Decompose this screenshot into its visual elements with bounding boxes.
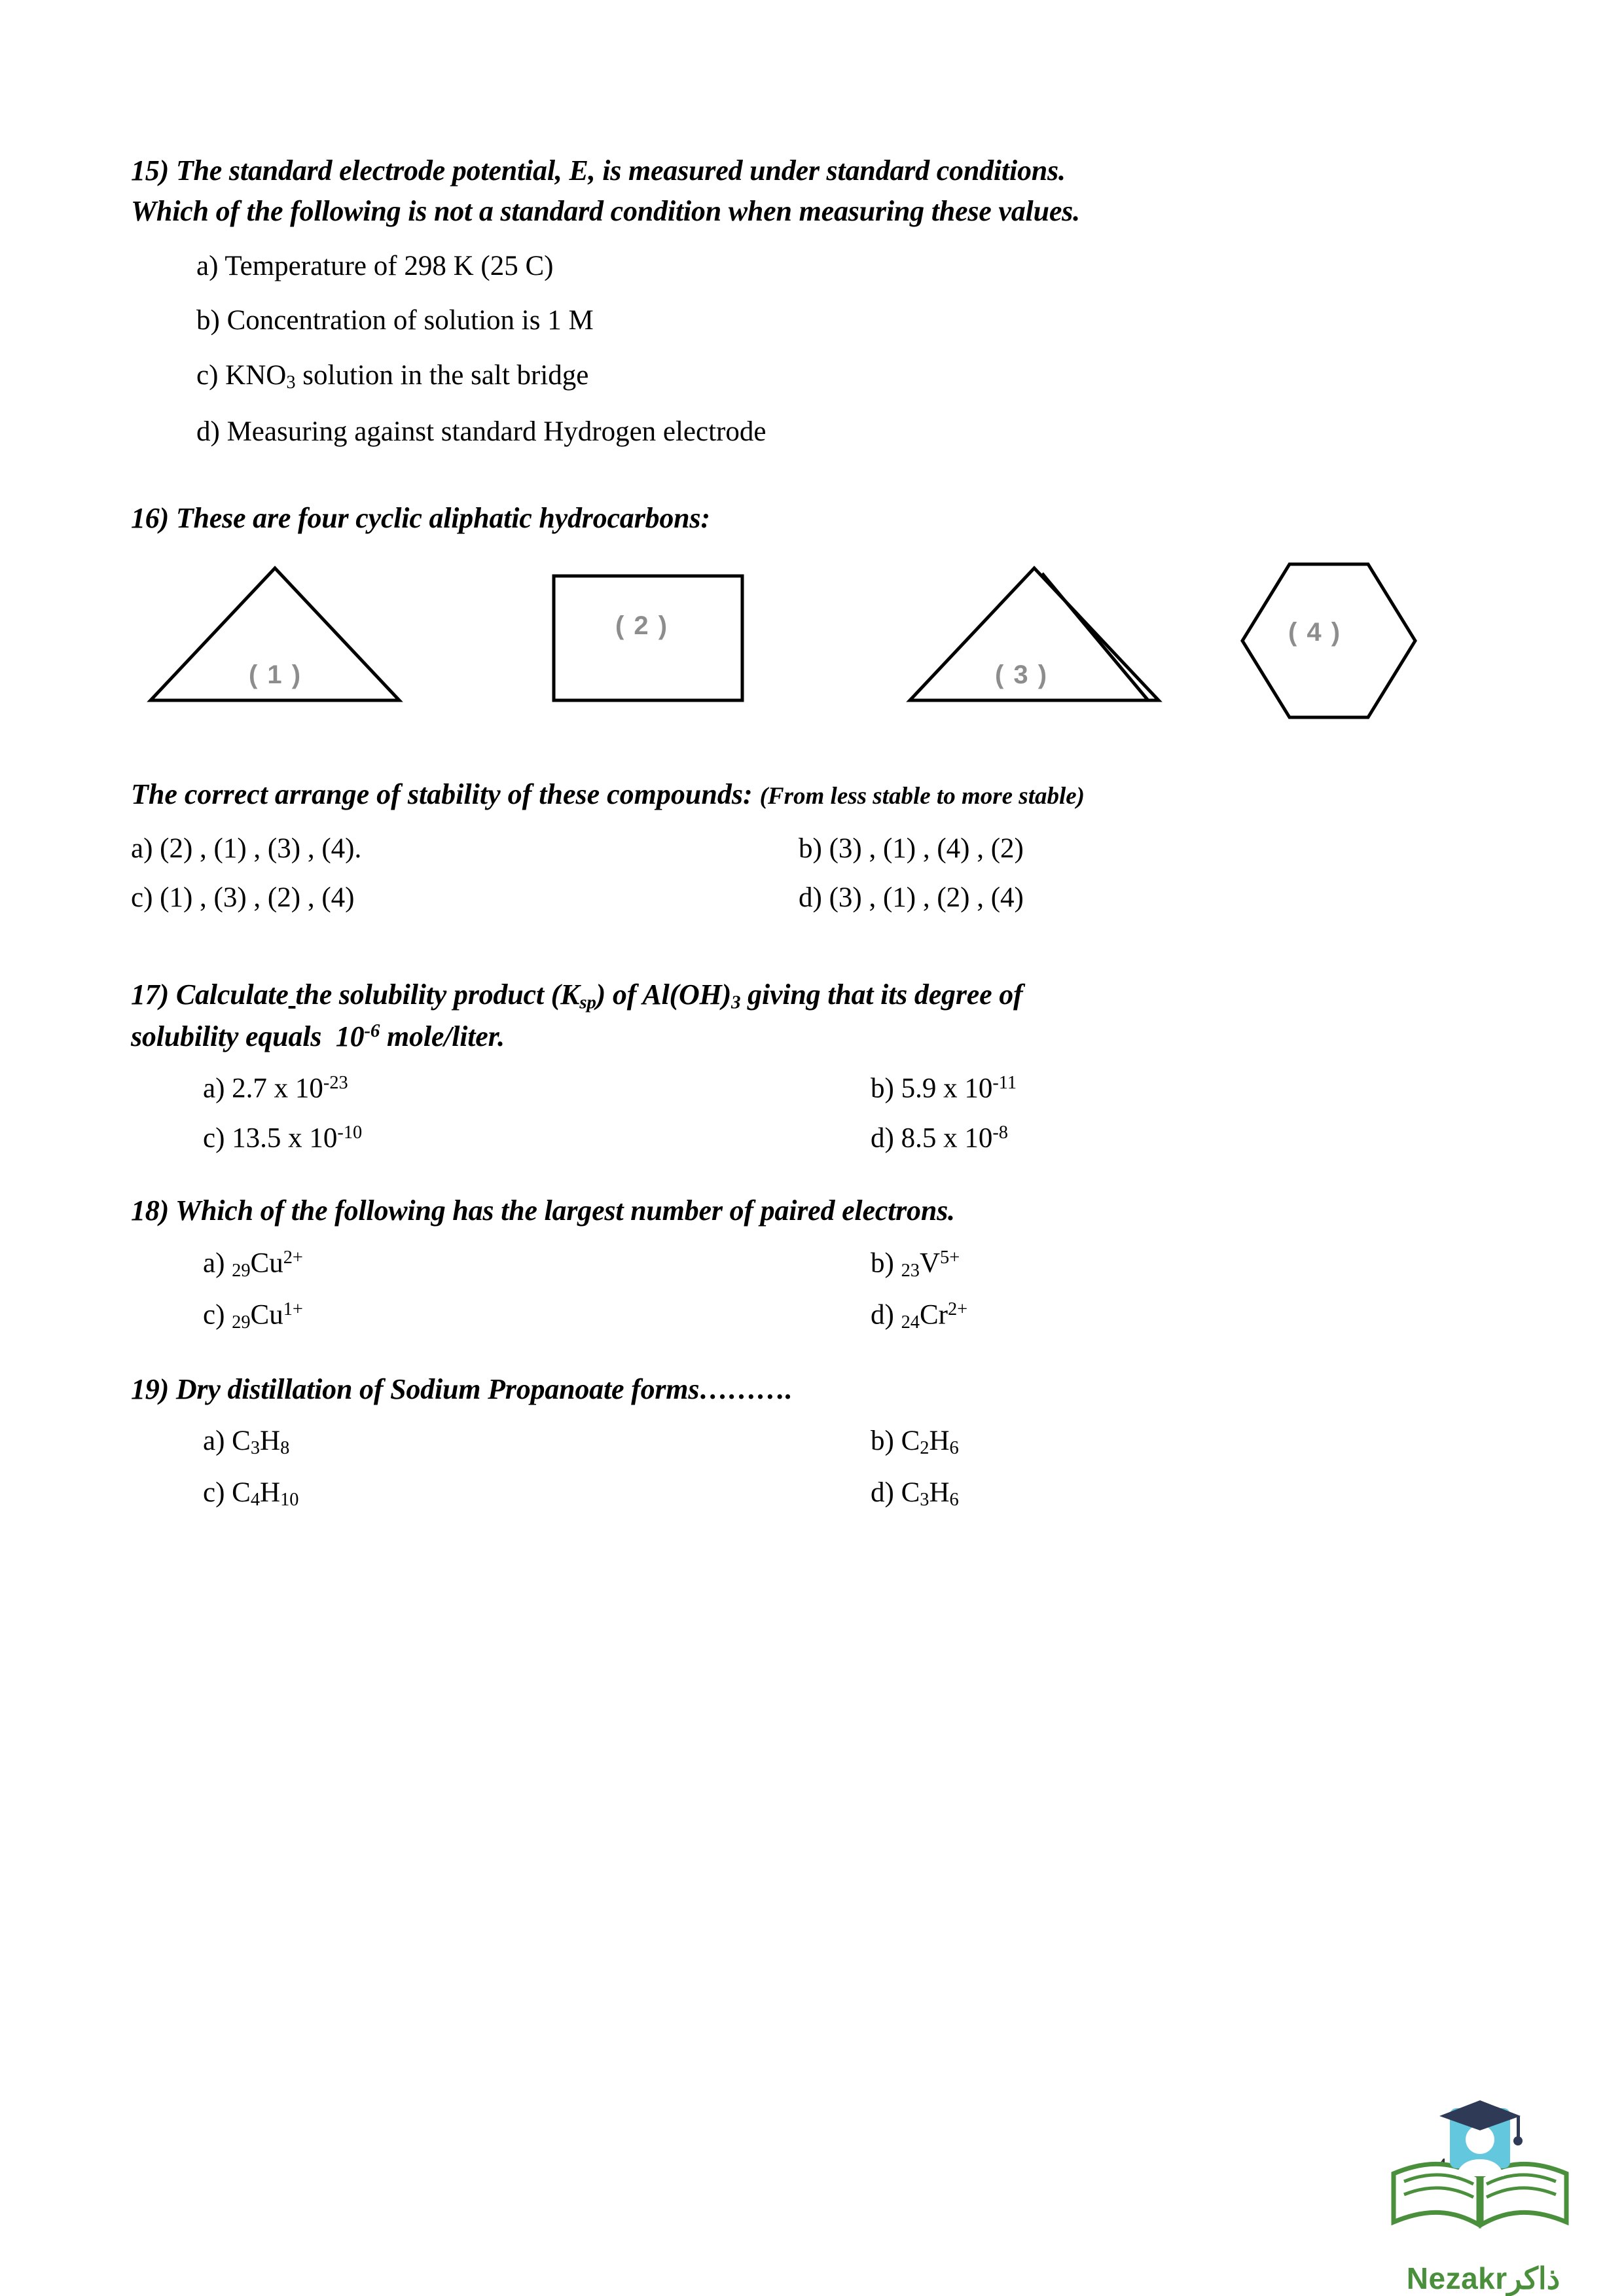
subscript: 10 xyxy=(280,1489,299,1510)
figure-3-label: ( 3 ) xyxy=(995,660,1049,689)
option-c[interactable]: c) $C_4H_{10}$ xyxy=(203,1477,299,1510)
charge: 1+ xyxy=(283,1299,303,1319)
atomic-number: 24 xyxy=(901,1312,920,1333)
hydroxide-subscript: 3 xyxy=(731,992,741,1013)
question-15-stem xyxy=(131,151,1460,232)
exponent: -11 xyxy=(992,1073,1017,1094)
option-c[interactable]: c) $KNO_3$ solution in the salt bridge xyxy=(196,359,589,393)
figure-triangle xyxy=(144,559,425,713)
ksp-subscript: sp xyxy=(579,992,596,1013)
option-b[interactable]: b) 5.9 x $10^{-11}$ xyxy=(871,1073,1017,1105)
question-15-options xyxy=(131,239,1460,459)
charge: 5+ xyxy=(940,1247,960,1268)
question-19-stem: 19) Dry distillation of Sodium Propanoate forms………. xyxy=(131,1372,793,1405)
subscript: 3 xyxy=(920,1489,929,1510)
brand-logo-icon xyxy=(1382,2096,1578,2244)
figure-square xyxy=(550,559,766,713)
option-b[interactable]: b) Concentration of solution is 1 M xyxy=(196,305,594,336)
question-16-options-row-1 xyxy=(131,824,1460,873)
figure-1-label: ( 1 ) xyxy=(249,660,302,689)
exponent-minus-6: -6 xyxy=(364,1020,380,1041)
question-18-options-row-1 xyxy=(131,1238,1460,1290)
stability-prompt-note: (From less stable to more stable) xyxy=(759,782,1085,810)
subscript: 3 xyxy=(250,1438,261,1459)
stability-prompt xyxy=(131,778,1460,811)
question-19-options-row-2 xyxy=(131,1468,1460,1519)
question-18 xyxy=(131,1191,1460,1342)
option-a[interactable]: a) $C_3H_8$ xyxy=(203,1426,290,1459)
option-a[interactable]: a) 2.7 x $10^{-23}$ xyxy=(203,1073,348,1105)
question-16 xyxy=(131,498,1460,922)
stability-prompt-text: The correct arrange of stability of these compounds: xyxy=(131,778,753,810)
charge: 2+ xyxy=(947,1299,968,1319)
exponent: -10 xyxy=(337,1122,363,1143)
exponent: -8 xyxy=(992,1122,1008,1143)
question-19 xyxy=(131,1369,1460,1519)
question-17-options-row-2 xyxy=(131,1113,1460,1163)
question-15-stem-line1: 15) The standard electrode potential, E, is measured under standard conditions. xyxy=(131,154,1066,187)
cyclic-hydrocarbon-figures xyxy=(131,559,1460,755)
question-16-options-row-2 xyxy=(131,873,1460,922)
atomic-number: 29 xyxy=(232,1260,251,1281)
option-d[interactable]: d) $C_3H_6$ xyxy=(871,1477,959,1510)
option-c[interactable]: c) (1) , (3) , (2) , (4) xyxy=(131,882,355,914)
option-a[interactable]: a) (2) , (1) , (3) , (4). xyxy=(131,833,362,864)
question-18-options-row-2 xyxy=(131,1290,1460,1342)
atomic-number: 23 xyxy=(901,1260,920,1281)
question-17 xyxy=(131,975,1460,1163)
option-d[interactable]: d) (3) , (1) , (2) , (4) xyxy=(799,882,1024,914)
option-d[interactable]: d) $_{24}Cr^{2+}$ xyxy=(871,1299,968,1333)
option-d[interactable]: d) Measuring against standard Hydrogen electrode xyxy=(196,416,767,447)
charge: 2+ xyxy=(283,1247,303,1268)
option-b[interactable]: b) (3) , (1) , (4) , (2) xyxy=(799,833,1024,864)
brand-name: Nezakrذاكر xyxy=(1406,2261,1561,2295)
subscript: 6 xyxy=(949,1438,959,1459)
question-17-stem: 17) Calculate the solubility product $(K_{sp})$ of $Al(OH)_3$ giving that its degree of solubility equals $10^{-6}$ mole/liter. xyxy=(131,978,1023,1052)
question-19-options-row-1 xyxy=(131,1416,1460,1467)
exponent: -23 xyxy=(323,1073,348,1094)
option-c[interactable]: c) $_{29}Cu^{1+}$ xyxy=(203,1299,303,1333)
option-a[interactable]: a) Temperature of 298 K (25 C) xyxy=(196,250,554,281)
question-18-stem: 18) Which of the following has the largest number of paired electrons. xyxy=(131,1194,955,1227)
atomic-number: 29 xyxy=(232,1312,251,1333)
question-15-stem-line2: Which of the following is not a standard condition when measuring these values. xyxy=(131,195,1080,228)
figure-2-label: ( 2 ) xyxy=(615,611,669,640)
question-17-options-row-1 xyxy=(131,1064,1460,1113)
subscript: 2 xyxy=(920,1438,929,1459)
option-b[interactable]: b) $C_2H_6$ xyxy=(871,1426,959,1459)
subscript: 8 xyxy=(280,1438,290,1459)
subscript-3: 3 xyxy=(286,372,296,393)
option-c[interactable]: c) 13.5 x $10^{-10}$ xyxy=(203,1122,363,1154)
question-16-stem: 16) These are four cyclic aliphatic hydrocarbons: xyxy=(131,502,710,535)
option-a[interactable]: a) $_{29}Cu^{2+}$ xyxy=(203,1247,303,1281)
subscript: 4 xyxy=(250,1489,261,1510)
figure-hexagon xyxy=(1237,559,1434,726)
subscript: 6 xyxy=(949,1489,959,1510)
question-15 xyxy=(131,151,1460,459)
figure-triangle-bisector xyxy=(903,559,1185,713)
option-b[interactable]: b) $_{23}V^{5+}$ xyxy=(871,1247,960,1281)
figure-4-label: ( 4 ) xyxy=(1288,617,1342,647)
option-d[interactable]: d) 8.5 x $10^{-8}$ xyxy=(871,1122,1008,1154)
